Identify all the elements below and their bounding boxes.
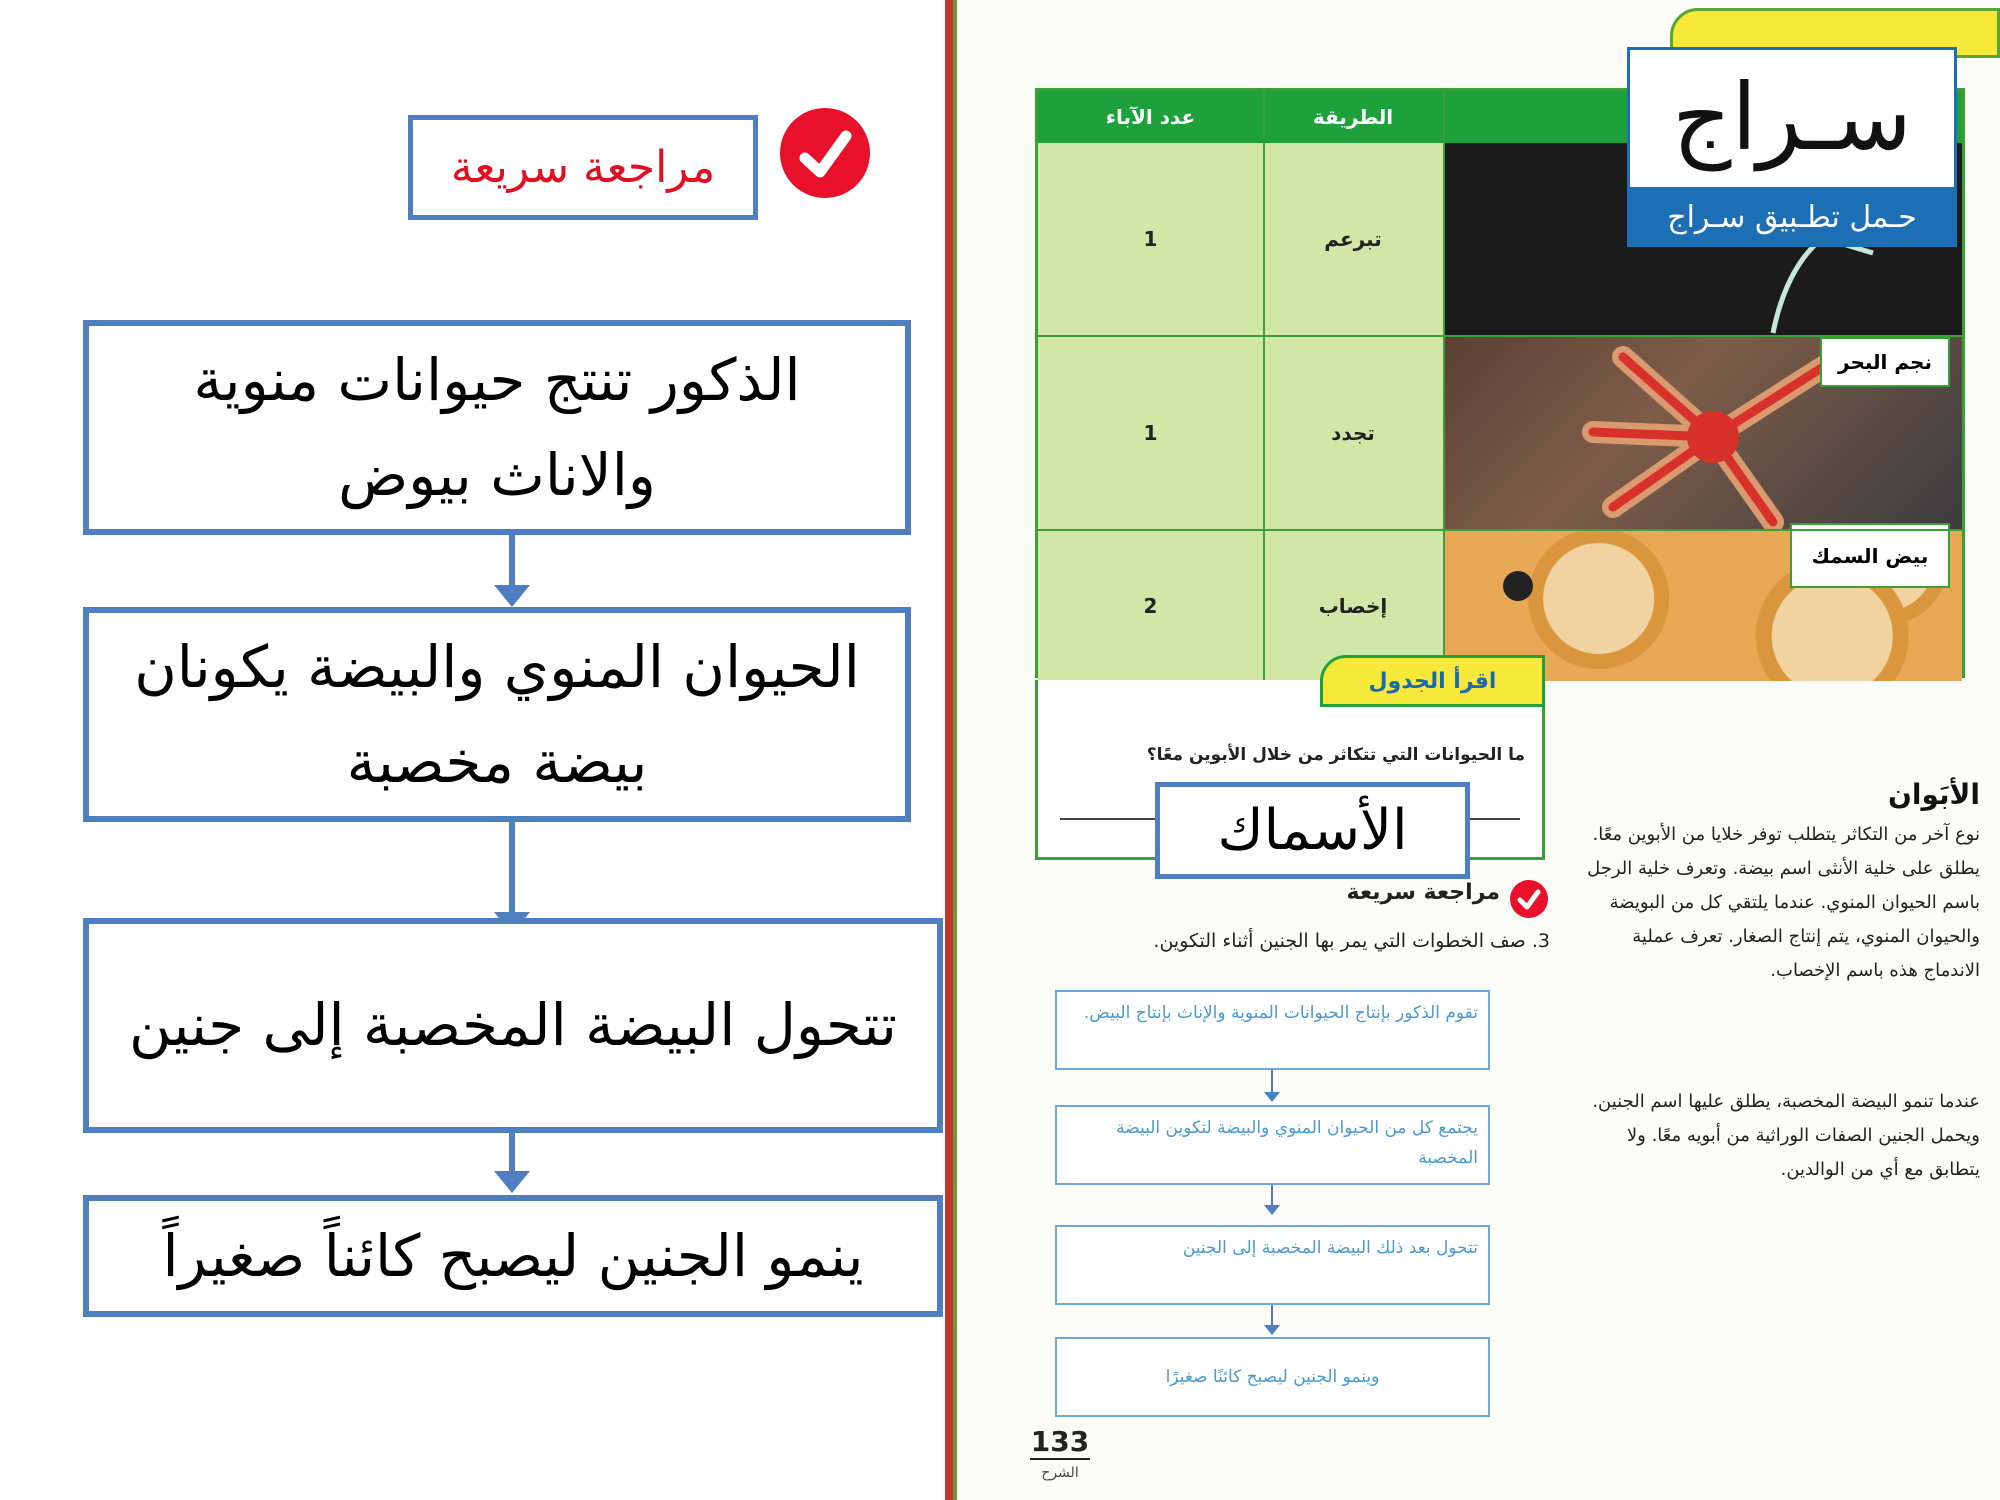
table-rule [1443, 91, 1445, 681]
mini-arrow [1271, 1070, 1273, 1092]
mini-step-2: يجتمع كل من الحيوان المنوي والبيضة لتكوين البيضة المخصبة [1055, 1105, 1490, 1185]
table-rule [1263, 91, 1265, 681]
answer-box: الأسماك [1155, 782, 1470, 879]
row3-method: إخصاب [1263, 531, 1443, 681]
row1-parents: 1 [1038, 143, 1263, 335]
mini-arrow [1271, 1305, 1273, 1325]
review-label: مراجعة سريعة [408, 115, 758, 220]
page-section: الشرح [1041, 1465, 1079, 1481]
quick-review-heading: مراجعة سريعة [1346, 880, 1500, 905]
starfish-label: نجم البحر [1820, 337, 1950, 387]
fish-egg-eye [1503, 571, 1533, 601]
flow-step-4: ينمو الجنين ليصبح كائناً صغيراً [83, 1195, 943, 1317]
page-number: 133 [1030, 1425, 1090, 1458]
header-parents: عدد الآباء [1038, 91, 1263, 143]
read-table-tab: اقرأ الجدول [1320, 655, 1545, 707]
row1-method: تبرعم [1263, 143, 1443, 335]
flow-step-1: الذكور تنتج حيوانات منوية والاناث بيوض [83, 320, 911, 535]
siraj-subtitle: حـمل تطـبيق سـراج [1630, 187, 1954, 247]
flow-arrow-1 [497, 535, 530, 607]
question-3: 3. صف الخطوات التي يمر بها الجنين أثناء التكوين. [1153, 930, 1550, 952]
parents-heading: الأبَوان [1887, 778, 1980, 811]
checkmark-icon [780, 108, 870, 198]
table-rule [1038, 529, 1962, 531]
flow-arrow-3 [497, 1133, 530, 1193]
checkmark-icon [1510, 880, 1548, 918]
flow-step-3: تتحول البيضة المخصبة إلى جنين [83, 918, 943, 1133]
mini-step-3: تتحول بعد ذلك البيضة المخصبة إلى الجنين [1055, 1225, 1490, 1305]
row2-parents: 1 [1038, 337, 1263, 529]
mini-step-4: وينمو الجنين ليصبح كائنًا صغيرًا [1055, 1337, 1490, 1417]
mini-arrow-head [1264, 1205, 1280, 1215]
header-method: الطريقة [1263, 91, 1443, 143]
mini-arrow-head [1264, 1325, 1280, 1335]
page-divider [945, 0, 953, 1500]
flow-step-2: الحيوان المنوي والبيضة يكونان بيضة مخصبة [83, 607, 911, 822]
table-rule [1038, 335, 1962, 337]
table-question: ما الحيوانات التي تتكاثر من خلال الأبوين معًا؟ [1146, 745, 1525, 765]
fish-eggs-label: بيض السمك [1790, 523, 1950, 588]
siraj-title: سـراج [1672, 64, 1912, 171]
parents-paragraph-2: عندما تنمو البيضة المخصبة، يطلق عليها اسم الجنين. ويحمل الجنين الصفات الوراثية من أبويه معًا. ولا يتطابق مع أي من الوالدين. [1592, 1091, 1980, 1180]
row3-parents: 2 [1038, 531, 1263, 681]
siraj-app-logo[interactable] [1627, 47, 1957, 247]
row2-method: تجدد [1263, 337, 1443, 529]
mini-step-1: تقوم الذكور بإنتاج الحيوانات المنوية والإناث بإنتاج البيض. [1055, 990, 1490, 1070]
mini-arrow [1271, 1185, 1273, 1205]
parents-paragraph-1: نوع آخر من التكاثر يتطلب توفر خلايا من الأبوين معًا. يطلق على خلية الأنثى اسم بيضة. وتعرف خلية الرجل باسم الحيوان المنوي. عندما يلتقي كل من البويضة والحيوان المنوي، يتم إنتاج الصغار. تعرف عملية الاندماج هذه باسم الإخصاب. [1587, 824, 1980, 981]
left-panel [0, 0, 945, 1500]
mini-arrow-head [1264, 1092, 1280, 1102]
